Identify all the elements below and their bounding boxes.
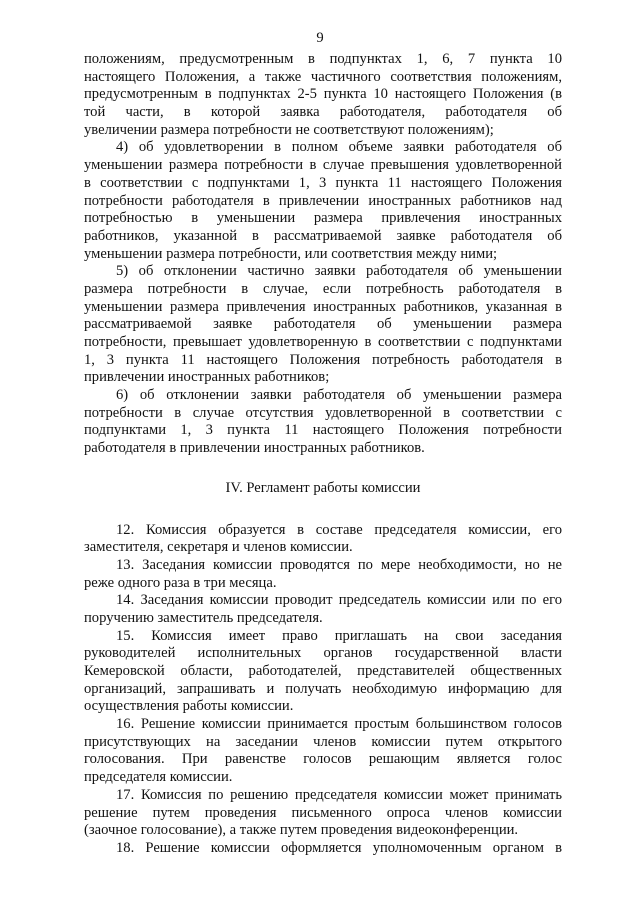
text-line: потребности работодателя в привлечении иностранных работников над — [84, 192, 562, 209]
text-line: председателя комиссии. — [84, 769, 233, 786]
text-line: уменьшении размера привлечения иностранных работников, указанная в — [84, 298, 562, 315]
text-line: 14. Заседания комиссии проводит председатель комиссии или по его — [116, 592, 562, 609]
text-line: уменьшении размера потребности, или соответствия между ними; — [84, 245, 498, 262]
text-line: 18. Решение комиссии оформляется уполномоченным органом в — [116, 839, 562, 856]
paragraph — [84, 716, 562, 787]
text-line: настоящего Положения, а также частичного соответствия положениям, — [84, 68, 562, 85]
text-line: предусмотренным в подпунктах 2-5 пункта 10 настоящего Положения (в — [84, 86, 562, 103]
paragraph — [84, 263, 562, 387]
paragraph — [84, 557, 562, 592]
text-line: 12. Комиссия образуется в составе председателя комиссии, его — [116, 521, 562, 538]
document-body — [84, 51, 562, 858]
text-line: увеличении размера потребности не соответствуют положениям); — [84, 121, 494, 138]
text-line: положениям, предусмотренным в подпунктах 1, 6, 7 пункта 10 — [84, 51, 562, 67]
text-line: организаций, запрашивать и получать необходимую информацию для — [84, 680, 562, 697]
text-line: голосования. При равенстве голосов решающим является голос — [84, 751, 562, 768]
paragraph — [84, 592, 562, 627]
paragraph — [84, 387, 562, 458]
text-line: привлечении иностранных работников; — [84, 369, 330, 386]
text-line: уменьшении размера потребности в случае превышения удовлетворенной — [84, 157, 562, 174]
text-line: 15. Комиссия имеет право приглашать на свои заседания — [116, 627, 562, 644]
text-line: 1, 3 пункта 11 настоящего Положения потребность работодателя в — [84, 351, 562, 368]
text-line: 5) об отклонении частично заявки работодателя об уменьшении — [116, 263, 562, 280]
paragraph — [84, 628, 562, 716]
text-line: той части, в которой заявка работодателя, работодателя об — [84, 104, 562, 121]
text-line: 4) об удовлетворении в полном объеме заявки работодателя об — [116, 139, 562, 156]
paragraph — [84, 522, 562, 557]
text-line: заместителя, секретаря и членов комиссии. — [84, 539, 353, 556]
paragraph — [84, 51, 562, 139]
text-line: реже одного раза в три месяца. — [84, 574, 277, 591]
text-line: решение путем проведения письменного опроса членов комиссии — [84, 804, 562, 821]
text-line: работников, указанной в рассматриваемой заявке работодателя об — [84, 227, 562, 244]
text-line: присутствующих на заседании членов комиссии путем открытого — [84, 733, 562, 750]
paragraph — [84, 139, 562, 263]
text-line: подпунктами 1, 3 пункта 11 настоящего Положения потребности — [84, 422, 562, 439]
text-line: 16. Решение комиссии принимается простым большинством голосов — [116, 716, 562, 733]
text-line: потребности в случае отсутствия удовлетворенной в соответствии с — [84, 404, 562, 421]
text-line: (заочное голосование), а также путем проведения видеоконференции. — [84, 822, 519, 839]
text-line: осуществления работы комиссии. — [84, 698, 294, 715]
text-line: поручению заместитель председателя. — [84, 609, 323, 626]
text-line: потребностью в уменьшении размера привлечения иностранных — [84, 210, 562, 227]
text-line: потребности, превышает удовлетворенную в соответствии с подпунктами — [84, 334, 562, 350]
text-line: Кемеровской области, работодателей, представителей общественных — [84, 663, 562, 680]
text-line: 6) об отклонении заявки работодателя об уменьшении размера — [116, 387, 562, 404]
text-line: 17. Комиссия по решению председателя комиссии может принимать — [116, 786, 562, 803]
section-heading: IV. Регламент работы комиссии — [225, 479, 421, 496]
paragraph — [84, 840, 562, 858]
page-number: 9 — [316, 30, 324, 46]
text-line: 13. Заседания комиссии проводятся по мере необходимости, но не — [116, 556, 562, 573]
paragraph — [84, 787, 562, 840]
text-line: рассматриваемой заявке работодателя об уменьшении размера — [84, 316, 562, 333]
text-line: руководителей исполнительных органов государственной власти — [84, 645, 562, 662]
text-line: в соответствии с подпунктами 1, 3 пункта 11 настоящего Положения — [84, 174, 562, 191]
paragraphs-before-heading — [84, 51, 562, 458]
text-line: размера потребности в случае, если потребность работодателя в — [84, 280, 562, 297]
paragraphs-after-heading — [84, 522, 562, 858]
text-line: работодателя в привлечении иностранных работников. — [84, 440, 425, 457]
